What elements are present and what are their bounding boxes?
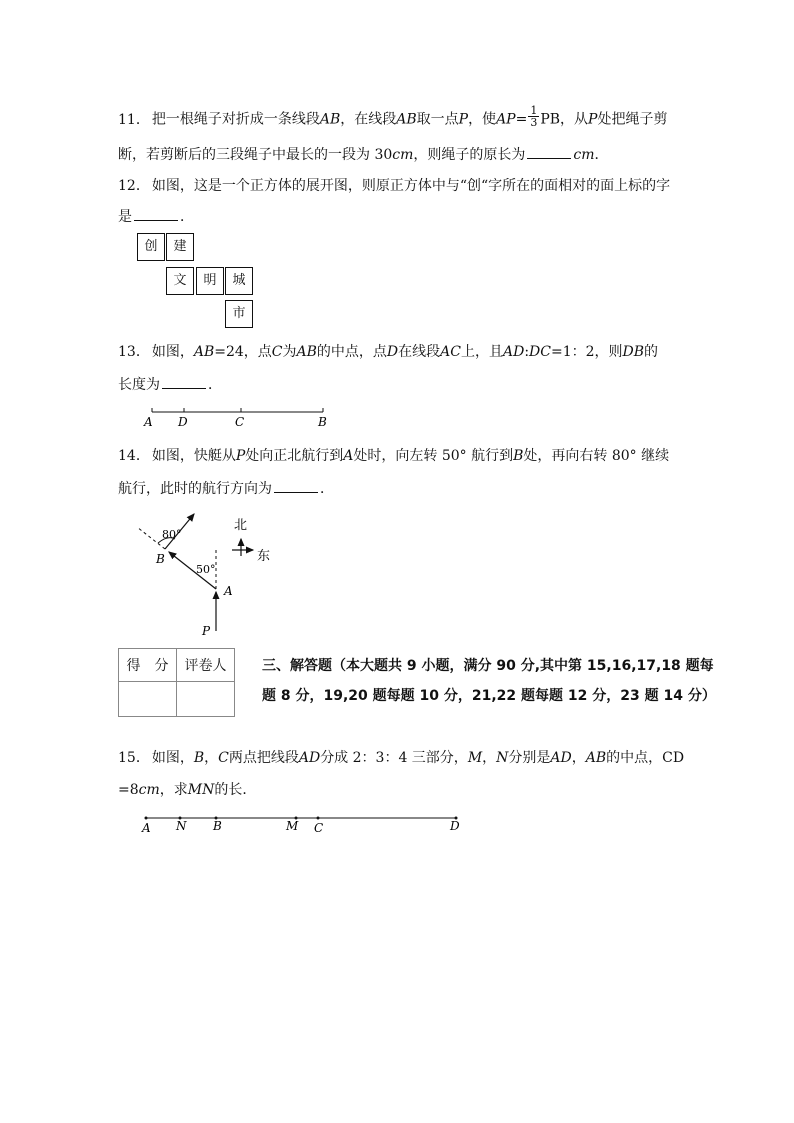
extension-dotted-at-b xyxy=(137,527,165,549)
point-b-label: B xyxy=(156,552,165,566)
section3-title-line2: 题 8 分，19,20 题每题 10 分，21,22 题每题 12 分，23 题 14 分） xyxy=(262,688,716,704)
grader-header: 评卷人 xyxy=(177,649,235,682)
net-cell-ming: 明 xyxy=(196,267,224,295)
label-c: C xyxy=(235,415,245,429)
q14-line2: 航行，此时的航行方向为 ． xyxy=(118,478,334,499)
grader-cell[interactable] xyxy=(177,682,235,717)
net-cell-shi: 市 xyxy=(225,300,253,328)
q15-line1: 15． 如图，B，C两点把线段AD分成 2：3：4 三部分，M，N分别是AD，AB的中点，CD xyxy=(118,750,685,766)
q14-navigation-figure xyxy=(120,505,290,640)
q14-line1: 14． 如图，快艇从P处向正北航行到A处时，向左转 50° 航行到B处，再向右转 80° 继续 xyxy=(118,448,670,464)
answer-blank-q12[interactable] xyxy=(134,206,178,221)
point-p-label: P xyxy=(202,624,211,638)
point-a-label: A xyxy=(224,584,233,598)
q11-line1: 11． 把一根绳子对折成一条线段AB，在线段AB取一点P，使AP= $\frac{1}{3}$ PB，从P处把绳子剪 xyxy=(118,104,668,129)
net-cell-chuang: 创 xyxy=(137,233,165,261)
label-b: B xyxy=(318,415,327,429)
answer-blank-q13[interactable] xyxy=(162,374,206,389)
q11-line2: 断，若剪断后的三段绳子中最长的一段为 30cm，则绳子的原长为 cm． xyxy=(118,144,609,165)
q12-number: 12． xyxy=(118,178,150,194)
label-a: A xyxy=(142,821,151,835)
q12-line1: 12． 如图，这是一个正方体的展开图，则原正方体中与“创“字所在的面相对的面上标的字 xyxy=(118,178,671,194)
compass-east-label: 东 xyxy=(257,549,271,564)
section3-title-line1: 三、解答题（本大题共 9 小题，满分 90 分,其中第 15,16,17,18 题每 xyxy=(262,658,714,674)
q11-number: 11． xyxy=(118,111,150,128)
fraction-one-third: $\frac{1}{3}$ xyxy=(530,104,538,129)
label-d: D xyxy=(450,819,460,833)
point-c xyxy=(317,817,320,820)
label-n: N xyxy=(176,819,187,833)
q15-number: 15． xyxy=(118,750,150,766)
q13-line1: 13． 如图，AB=24，点C为AB的中点，点D在线段AC上，且AD:DC=1：2，则DB的 xyxy=(118,344,659,360)
score-header: 得 分 xyxy=(119,649,177,682)
point-a xyxy=(145,817,148,820)
q12-line2: 是 ． xyxy=(118,206,194,227)
label-b: B xyxy=(213,819,222,833)
label-c: C xyxy=(314,821,324,835)
q13-number: 13． xyxy=(118,344,150,360)
angle-80-label: 80° xyxy=(162,528,182,541)
label-m: M xyxy=(286,819,299,833)
net-cell-cheng: 城 xyxy=(225,267,253,295)
answer-blank-q11[interactable] xyxy=(527,144,571,159)
score-cell[interactable] xyxy=(119,682,177,717)
compass-north-label: 北 xyxy=(234,518,248,533)
label-a: A xyxy=(144,415,153,429)
q14-number: 14． xyxy=(118,448,150,464)
q13-line2: 长度为 ． xyxy=(118,374,222,395)
angle-50-label: 50° xyxy=(196,563,216,576)
score-table xyxy=(118,648,235,717)
label-d: D xyxy=(178,415,188,429)
q15-segment-figure xyxy=(138,810,468,836)
q13-segment-figure xyxy=(138,404,338,430)
net-cell-jian: 建 xyxy=(166,233,194,261)
answer-blank-q14[interactable] xyxy=(274,478,318,493)
q15-line2: =8cm，求MN的长． xyxy=(118,782,257,798)
net-cell-wen: 文 xyxy=(166,267,194,295)
